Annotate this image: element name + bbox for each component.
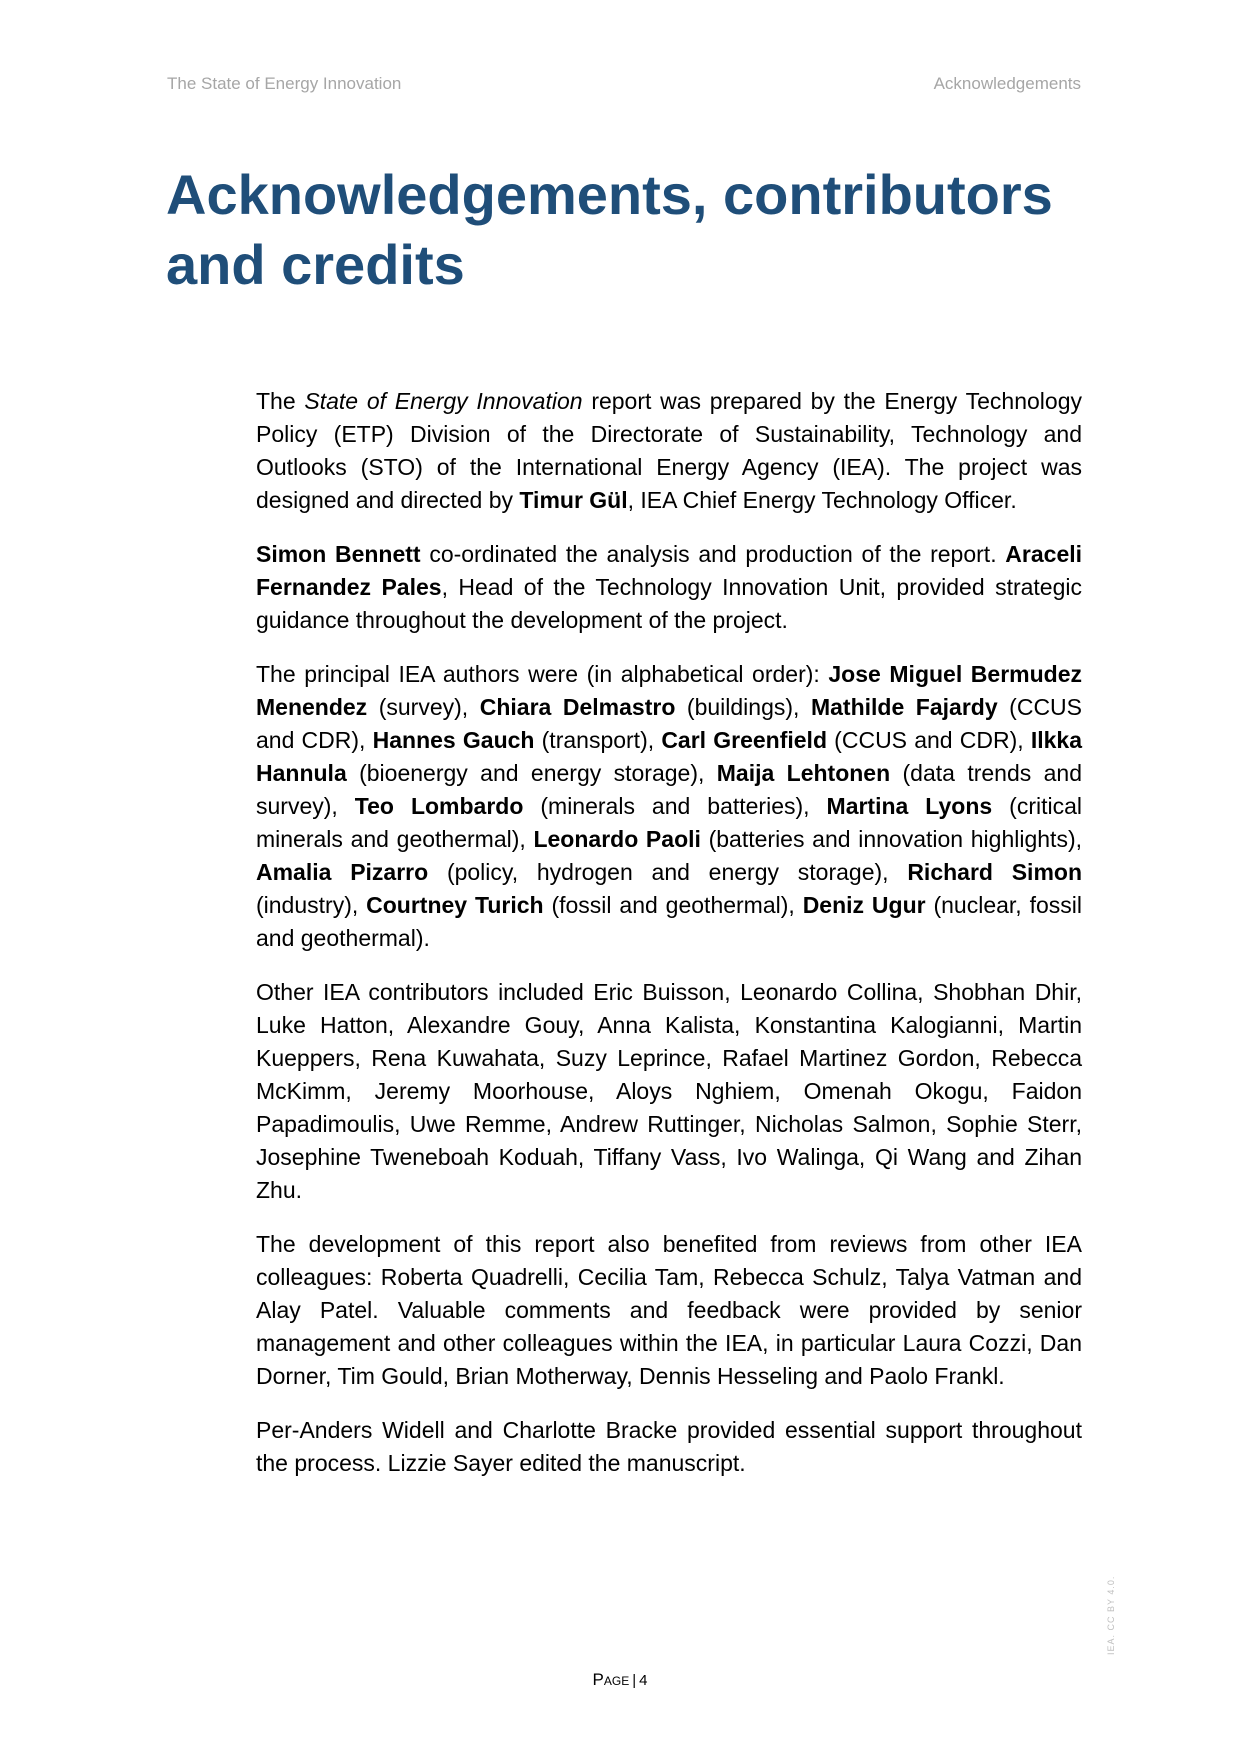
running-header-section: Acknowledgements [933, 74, 1081, 93]
page-title-line-1: Acknowledgements, contributors [166, 163, 1053, 226]
person-name: Martina Lyons [826, 793, 993, 819]
body-text [256, 385, 1082, 1501]
paragraph-report-preparation [256, 385, 1082, 517]
text-run: (critical minerals and geothermal), [256, 793, 1082, 852]
text-run: (CCUS and CDR), [827, 727, 1031, 753]
text-run: (fossil and geothermal), [543, 892, 803, 918]
text-run: , Head of the Technology Innovation Unit, provided strategic guidance throughout the development of the project. [256, 574, 1082, 633]
person-name: Carl Greenfield [661, 727, 827, 753]
paragraph-principal-authors [256, 658, 1082, 955]
person-name: Hannes Gauch [372, 727, 535, 753]
text-run: (minerals and batteries), [523, 793, 827, 819]
text-run: co-ordinated the analysis and production of the report. [420, 541, 1006, 567]
paragraph-other-contributors: Other IEA contributors included Eric Buisson, Leonardo Collina, Shobhan Dhir, Luke Hatton, Alexandre Gouy, Anna Kalista, Konstantina Kalogianni, Martin Kueppers, Rena Kuwahata, Suzy Leprince, Rafael Martinez Gordon, Rebecca McKimm, Jeremy Moorhouse, Aloys Nghiem, Omenah Okogu, Faidon Papadimoulis, Uwe Remme, Andrew Ruttinger, Nicholas Salmon, Sophie Sterr, Josephine Tweneboah Koduah, Tiffany Vass, Ivo Walinga, Qi Wang and Zihan Zhu. [256, 979, 1082, 1203]
person-name: Araceli Fernandez Pales [256, 541, 1083, 600]
paragraph-support: Per-Anders Widell and Charlotte Bracke provided essential support throughout the process. Lizzie Sayer edited the manuscript. [256, 1417, 1082, 1476]
person-name: Amalia Pizarro [256, 859, 429, 885]
text-run: (transport), [534, 727, 662, 753]
paragraph-reviewers: The development of this report also benefited from reviews from other IEA colleagues: Roberta Quadrelli, Cecilia Tam, Rebecca Schulz, Talya Vatman and Alay Patel. Valuable comments and feedback were provided by senior management and other colleagues within the IEA, in particular Laura Cozzi, Dan Dorner, Tim Gould, Brian Motherway, Dennis Hesseling and Paolo Frankl. [256, 1231, 1082, 1389]
page-separator: | [632, 1672, 637, 1689]
person-name: Chiara Delmastro [479, 694, 676, 720]
person-name: Courtney Turich [366, 892, 544, 918]
paragraph-coordination [256, 538, 1082, 637]
person-name: Mathilde Fajardy [810, 694, 998, 720]
person-name: Maija Lehtonen [716, 760, 891, 786]
person-name: Teo Lombardo [354, 793, 524, 819]
text-run: (batteries and innovation highlights), [700, 826, 1082, 852]
page-title-line-2: and credits [166, 233, 465, 296]
person-name: Ilkka Hannula [256, 727, 1082, 786]
text-run: (survey), [367, 694, 480, 720]
license-notice: IEA. CC BY 4.0. [1106, 1575, 1116, 1655]
text-run: report was prepared by the Energy Technology Policy (ETP) Division of the Directorate of Sustainability, Technology and Outlooks (STO) of the International Energy Agency (IEA). The project was designed and directed by [256, 388, 1082, 513]
text-run: (CCUS and CDR), [256, 694, 1083, 753]
text-run: (policy, hydrogen and energy storage), [428, 859, 908, 885]
person-name: Leonardo Paoli [533, 826, 701, 852]
page-number: 4 [639, 1672, 648, 1689]
page-label: Page [592, 1670, 630, 1689]
page-title [166, 160, 1086, 300]
text-run: (nuclear, fossil and geothermal). [256, 892, 1082, 951]
text-run: (buildings), [675, 694, 811, 720]
text-run: The principal IEA authors were (in alphabetical order): [256, 661, 829, 687]
person-name: Deniz Ugur [802, 892, 926, 918]
text-run: (data trends and survey), [256, 760, 1082, 819]
person-name: Simon Bennett [256, 541, 421, 567]
person-name: Timur Gül [519, 487, 628, 513]
person-name: Jose Miguel Bermudez Menendez [256, 661, 1083, 720]
text-run: (industry), [256, 892, 367, 918]
report-name: State of Energy Innovation [304, 388, 583, 414]
text-run: The [256, 388, 305, 414]
page-footer [0, 1670, 1240, 1690]
running-header-report-title: The State of Energy Innovation [167, 74, 402, 93]
text-run: , IEA Chief Energy Technology Officer. [627, 487, 1017, 513]
text-run: (bioenergy and energy storage), [346, 760, 717, 786]
person-name: Richard Simon [907, 859, 1082, 885]
